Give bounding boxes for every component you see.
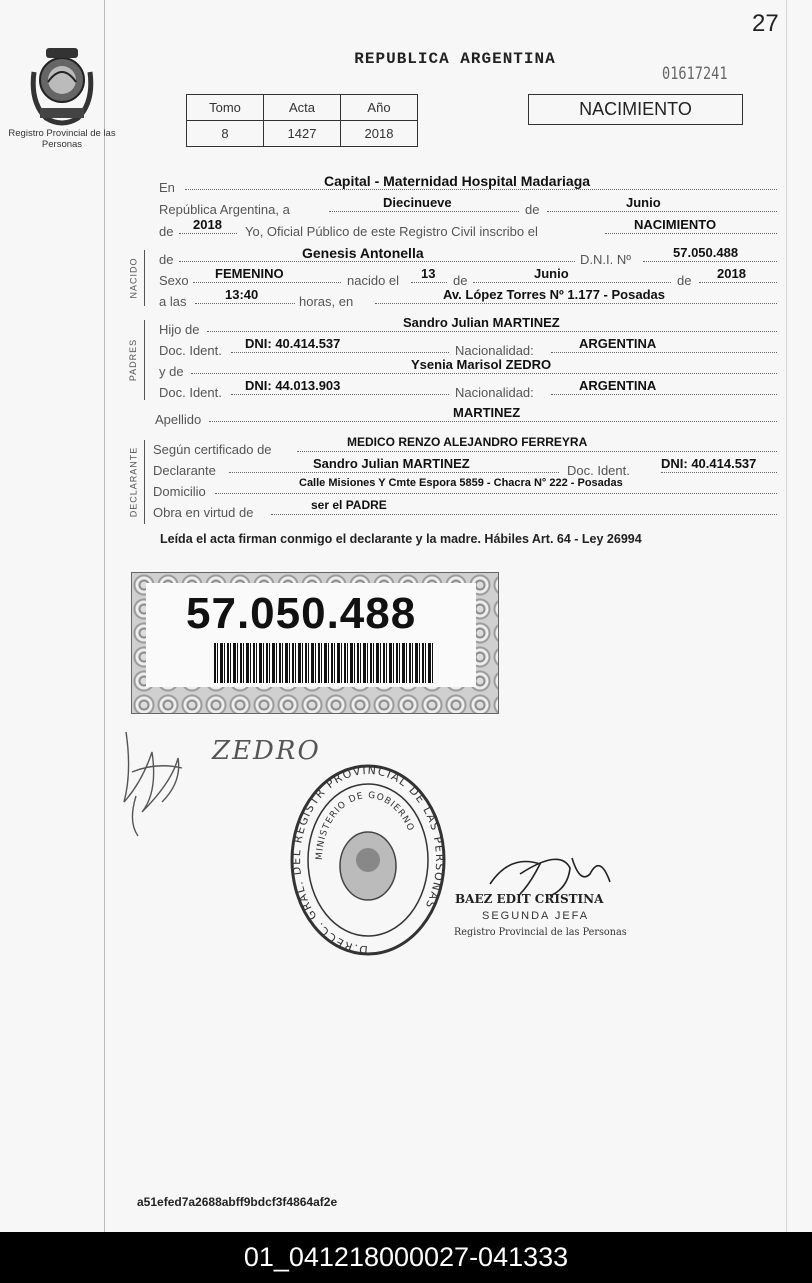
label-doc-ident: Doc. Ident.	[159, 343, 222, 358]
dni-sticker	[131, 572, 499, 714]
label-horas-en: horas, en	[299, 294, 354, 309]
header-tomo: Tomo	[187, 95, 264, 121]
act-type-box: NACIMIENTO	[528, 94, 743, 125]
line-obra	[153, 498, 779, 523]
signatory-name: BAEZ EDIT CRISTINA	[455, 892, 604, 906]
father-doc: DNI: 40.414.537	[245, 336, 341, 351]
child-dni: 57.050.488	[673, 245, 739, 260]
declarant-signature	[112, 712, 192, 842]
sticker-number: 57.050.488	[186, 589, 417, 638]
registered-value: NACIMIENTO	[634, 217, 717, 232]
section-nacido	[125, 250, 141, 306]
label-apellido: Apellido	[155, 412, 202, 427]
sexo-value: FEMENINO	[215, 266, 284, 281]
label-dni: D.N.I. Nº	[580, 252, 631, 267]
registry-value-row	[187, 121, 418, 147]
label-doc-ident: Doc. Ident.	[567, 463, 630, 478]
crest-caption: Registro Provincial de las Personas	[8, 128, 116, 150]
document-title: REPUBLICA ARGENTINA	[354, 50, 556, 68]
label-en: En	[159, 180, 175, 195]
registry-header-row	[187, 95, 418, 121]
section-bar	[144, 440, 145, 524]
dots	[661, 471, 777, 473]
section-bar	[144, 250, 145, 306]
line-domicilio	[153, 477, 779, 502]
header-anio: Año	[341, 95, 418, 121]
value-anio: 2018	[341, 121, 418, 147]
mother-doc: DNI: 44.013.903	[245, 378, 341, 393]
officer-text: Yo, Oficial Público de este Registro Civil inscribo el	[245, 224, 538, 239]
page-number: 27	[752, 10, 779, 37]
dots	[207, 330, 777, 332]
value-acta: 1427	[264, 121, 341, 147]
province-crest-icon	[26, 42, 98, 128]
dots	[547, 210, 777, 212]
place-value: Capital - Maternidad Hospital Madariaga	[324, 173, 591, 189]
dots	[473, 281, 671, 283]
signatory-registry: Registro Provincial de las Personas	[454, 926, 627, 938]
mother-handwritten-signature: ZEDRO	[212, 736, 321, 766]
dots	[699, 281, 777, 283]
dots	[193, 281, 341, 283]
year-value: 2018	[193, 217, 222, 232]
birth-month: Junio	[534, 266, 569, 281]
declarante-value: Sandro Julian MARTINEZ	[313, 456, 470, 471]
line-en	[159, 173, 779, 198]
day-value: Diecinueve	[383, 195, 452, 210]
barcode	[214, 643, 434, 683]
label-declarante: Declarante	[153, 463, 216, 478]
label-domicilio: Domicilio	[153, 484, 206, 499]
dots	[643, 260, 777, 262]
right-margin-line	[786, 0, 787, 1232]
dots	[231, 351, 449, 353]
line-mother-doc	[159, 378, 779, 403]
section-bar	[144, 320, 145, 400]
line-apellido	[155, 405, 779, 430]
line-nacido-hora	[159, 287, 779, 312]
dots	[329, 210, 519, 212]
label-de: de	[677, 273, 692, 288]
sticker-label	[146, 583, 476, 687]
birth-time: 13:40	[225, 287, 259, 302]
dots	[271, 513, 777, 515]
birth-year: 2018	[717, 266, 746, 281]
label-sexo: Sexo	[159, 273, 189, 288]
dots	[215, 492, 777, 494]
child-name: Genesis Antonella	[302, 245, 424, 261]
registry-table	[186, 94, 418, 147]
certificate-value: MEDICO RENZO ALEJANDRO FERREYRA	[347, 435, 588, 449]
dots	[551, 351, 777, 353]
dots	[231, 393, 449, 395]
label-obra-en-virtud: Obra en virtud de	[153, 505, 254, 520]
official-seal	[288, 760, 448, 960]
birth-address: Av. López Torres Nº 1.177 - Posadas	[443, 287, 665, 302]
label-a-las: a las	[159, 294, 187, 309]
seal-inner-text: MINISTERIO DE GOBIERNO	[314, 790, 416, 861]
label-de-2: de	[159, 224, 174, 239]
domicilio-value: Calle Misiones Y Cmte Espora 5859 - Chacra N° 222 - Posadas	[299, 477, 623, 489]
section-nacido-label: NACIDO	[128, 257, 139, 299]
label-nacido-el: nacido el	[347, 273, 400, 288]
declarante-doc: DNI: 40.414.537	[661, 456, 757, 471]
dots	[375, 302, 777, 304]
footer-id: 01_041218000027-041333	[0, 1232, 812, 1283]
dots	[209, 420, 777, 422]
mother-name: Ysenia Marisol ZEDRO	[411, 357, 552, 372]
dots	[195, 302, 295, 304]
dots	[605, 232, 777, 234]
label-de: de	[525, 202, 540, 217]
dots	[179, 232, 237, 234]
dots	[411, 281, 447, 283]
dots	[191, 372, 777, 374]
header-acta: Acta	[264, 95, 341, 121]
dots	[297, 450, 777, 452]
document-hash: a51efed7a2688abff9bdcf3f4864af2e	[137, 1195, 338, 1209]
label-nacionalidad: Nacionalidad:	[455, 343, 534, 358]
label-de: de	[159, 252, 174, 267]
label-doc-ident: Doc. Ident.	[159, 385, 222, 400]
value-tomo: 8	[187, 121, 264, 147]
serial-number: 01617241	[662, 64, 728, 84]
label-republic: República Argentina, a	[159, 202, 290, 217]
dots	[551, 393, 777, 395]
section-declarante	[125, 440, 141, 524]
label-segun-certificado: Según certificado de	[153, 442, 272, 457]
father-name: Sandro Julian MARTINEZ	[403, 315, 560, 330]
section-padres-label: PADRES	[128, 338, 138, 382]
legal-statement: Leída el acta firman conmigo el declarante y la madre. Hábiles Art. 64 - Ley 26994	[160, 532, 642, 546]
line-officer	[159, 217, 779, 242]
left-margin-line	[104, 0, 105, 1232]
dots	[229, 471, 559, 473]
label-nacionalidad: Nacionalidad:	[455, 385, 534, 400]
apellido-value: MARTINEZ	[453, 405, 521, 420]
signatory-role: SEGUNDA JEFA	[482, 910, 590, 922]
label-de: de	[453, 273, 468, 288]
seal-outer-text: D.RECC. GRAL. DEL REGISTR PROVINCIAL DE LAS PERSONAS	[290, 763, 447, 957]
label-y-de: y de	[159, 364, 184, 379]
mother-nationality: ARGENTINA	[579, 378, 657, 393]
birth-day: 13	[421, 266, 436, 281]
obra-value: ser el PADRE	[311, 498, 387, 512]
month-value: Junio	[626, 195, 661, 210]
label-hijo-de: Hijo de	[159, 322, 200, 337]
section-padres	[125, 320, 141, 400]
father-nationality: ARGENTINA	[579, 336, 657, 351]
section-declarante-label: DECLARANTE	[128, 446, 139, 518]
